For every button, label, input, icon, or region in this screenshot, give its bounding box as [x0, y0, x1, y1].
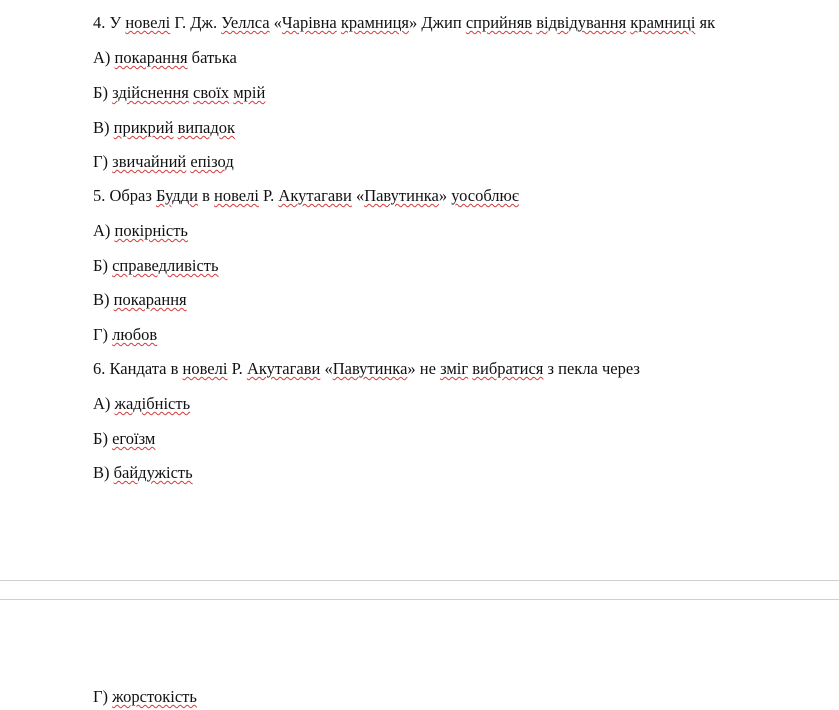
spellcheck-word: здійснення [112, 83, 189, 102]
spellcheck-word: Акутагави [278, 186, 352, 205]
text-segment: А) [93, 48, 115, 67]
question-6-option-b [93, 429, 155, 449]
spellcheck-word: Павутинка [332, 359, 408, 378]
question-4 [93, 13, 715, 33]
text-segment: Г. Дж. [170, 13, 222, 32]
spellcheck-word: новелі [125, 13, 171, 32]
spellcheck-word: зміг [440, 359, 469, 378]
spellcheck-word: уособлює [451, 186, 519, 205]
spellcheck-word: новелі [213, 186, 259, 205]
question-6 [93, 359, 640, 379]
text-segment: » Джип [409, 13, 466, 32]
spellcheck-word: новелі [182, 359, 228, 378]
question-4-option-d [93, 152, 234, 172]
question-4-option-a [93, 48, 237, 68]
text-segment: в [197, 186, 214, 205]
text-segment: Б) [93, 256, 113, 275]
spellcheck-word: Уеллса [221, 13, 270, 32]
question-4-option-c [93, 118, 235, 138]
text-segment: » [438, 186, 452, 205]
question-6-option-a [93, 394, 190, 414]
spellcheck-word: байдужість [113, 463, 193, 482]
spellcheck-word: звичайний [112, 152, 187, 171]
text-segment: з пекла через [543, 359, 640, 378]
question-5-option-d [93, 325, 157, 345]
spellcheck-word: випадок [177, 118, 236, 137]
text-segment: Г) [93, 687, 113, 706]
text-segment: Г) [93, 325, 113, 344]
text-segment: » не [407, 359, 441, 378]
text-segment: як [695, 13, 716, 32]
spellcheck-word: покірність [114, 221, 188, 240]
spellcheck-word: жорстокість [112, 687, 197, 706]
text-segment: 5. Образ [93, 186, 157, 205]
text-segment: « [351, 186, 365, 205]
text-segment: В) [93, 463, 114, 482]
question-4-option-b [93, 83, 265, 103]
spellcheck-word: Акутагави [246, 359, 321, 378]
text-segment: 6. Кандата в [93, 359, 183, 378]
spellcheck-word: епізод [190, 152, 234, 171]
spellcheck-word: справедливість [112, 256, 219, 275]
spellcheck-word: Будди [156, 186, 198, 205]
text-segment: « [320, 359, 333, 378]
text-segment: « [269, 13, 282, 32]
page-break-gap [0, 580, 839, 600]
spellcheck-word: мрій [233, 83, 266, 102]
text-segment: В) [93, 118, 114, 137]
document-page-bottom [0, 600, 839, 710]
spellcheck-word: крамниця [340, 13, 409, 32]
spellcheck-word: жадібність [114, 394, 191, 413]
question-6-option-d [93, 687, 197, 707]
spellcheck-word: покарання [114, 48, 188, 67]
text-segment: А) [93, 221, 115, 240]
spellcheck-word: любов [112, 325, 158, 344]
spellcheck-word: сприйняв [465, 13, 533, 32]
text-segment: Г) [93, 152, 113, 171]
question-5 [93, 186, 519, 206]
spellcheck-word: відвідування [536, 13, 627, 32]
spellcheck-word: покарання [113, 290, 187, 309]
question-5-option-b [93, 256, 219, 276]
text-segment: 4. У [93, 13, 126, 32]
question-6-option-c [93, 463, 193, 483]
text-segment: Р. [227, 359, 247, 378]
text-segment: батька [187, 48, 237, 67]
spellcheck-word: вибратися [472, 359, 544, 378]
spellcheck-word: егоїзм [112, 429, 156, 448]
text-segment: Б) [93, 429, 113, 448]
spellcheck-word: Чарівна [281, 13, 337, 32]
text-segment: В) [93, 290, 114, 309]
spellcheck-word: своїх [193, 83, 230, 102]
question-5-option-c [93, 290, 187, 310]
text-segment: Р. [258, 186, 279, 205]
question-5-option-a [93, 221, 188, 241]
text-segment: А) [93, 394, 115, 413]
spellcheck-word: Павутинка [364, 186, 439, 205]
spellcheck-word: прикрий [113, 118, 174, 137]
text-segment: Б) [93, 83, 113, 102]
spellcheck-word: крамниці [630, 13, 696, 32]
